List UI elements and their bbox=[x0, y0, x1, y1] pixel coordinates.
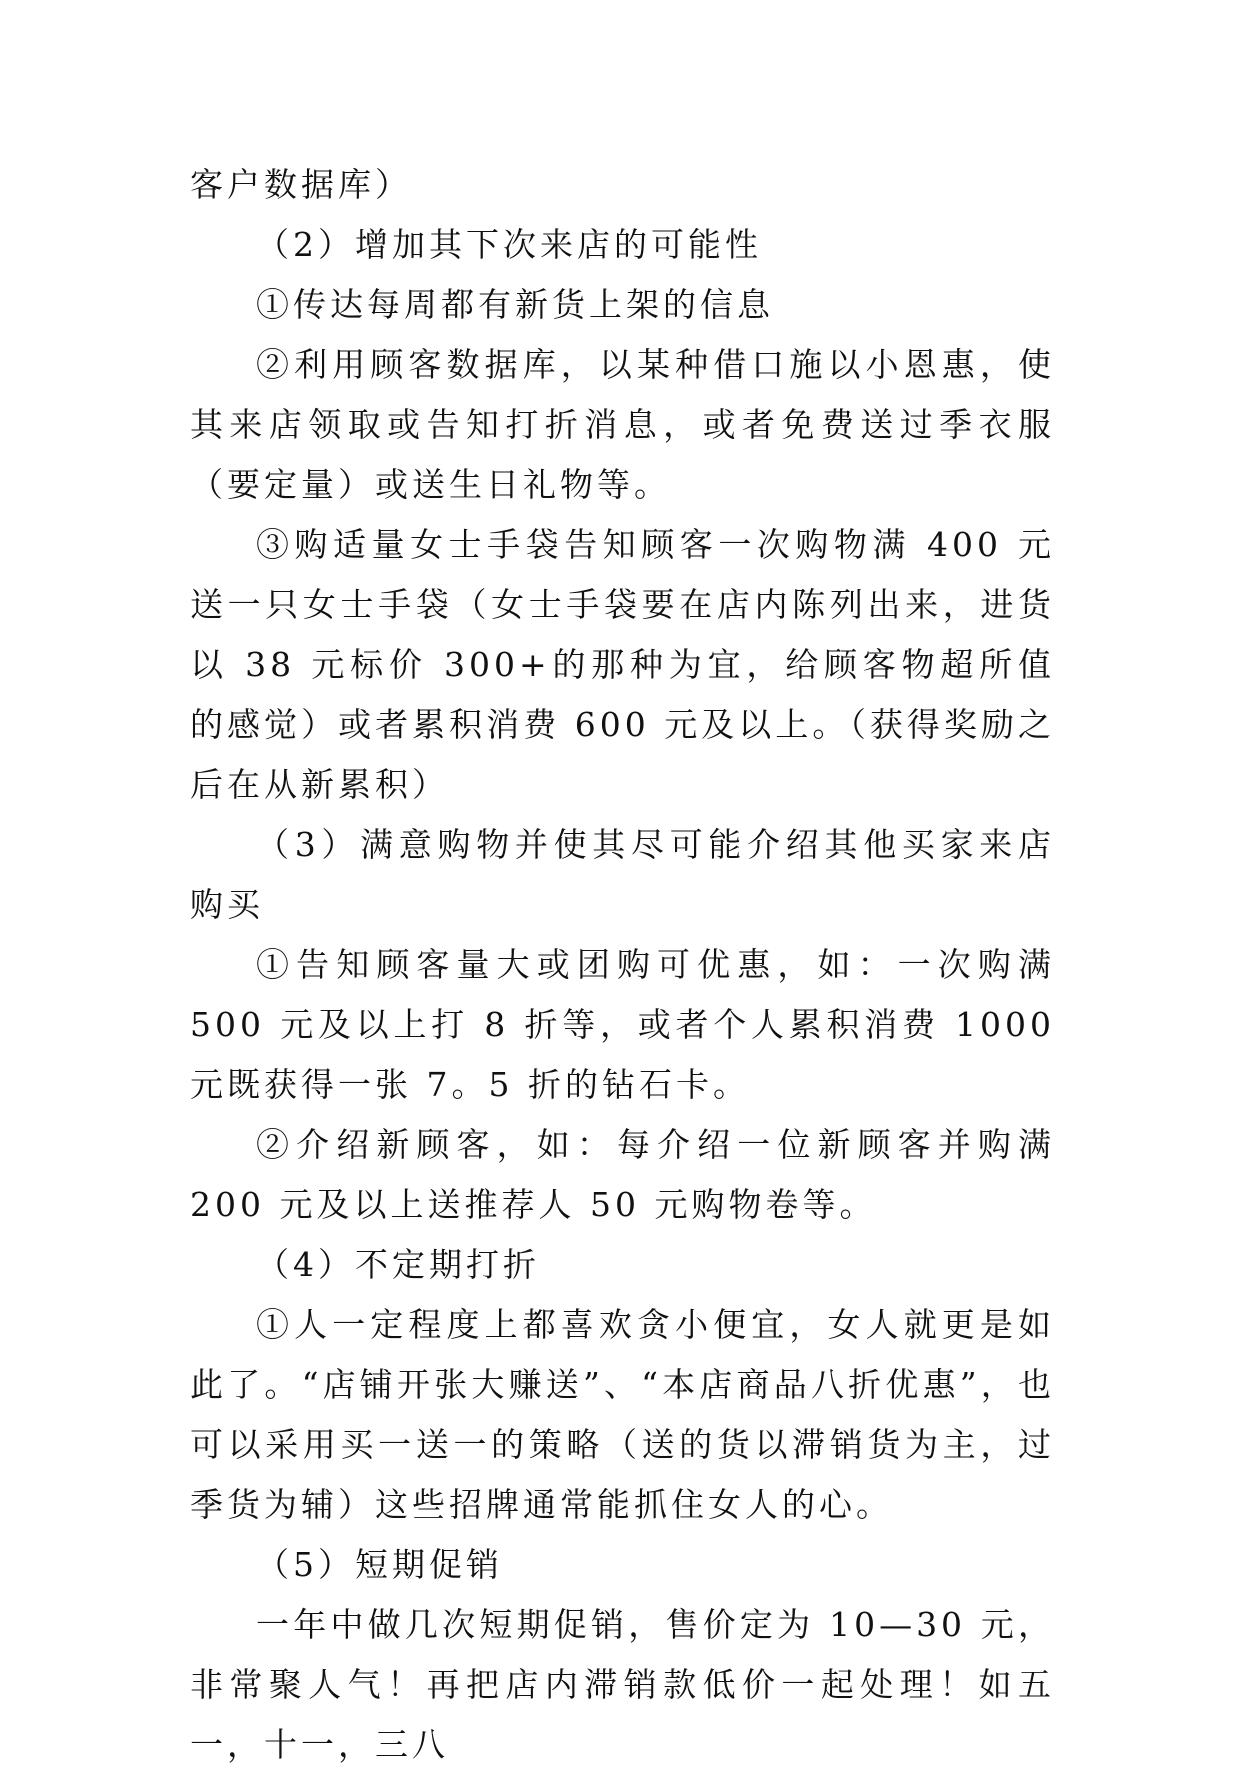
list-item: ①传达每周都有新货上架的信息 bbox=[256, 285, 774, 324]
section-heading: （5）短期促销 bbox=[256, 1545, 503, 1584]
list-item: ②利用顾客数据库，以某种借口施以小恩惠，使其来店领取或告知打折消息，或者免费送过季衣服（要定量）或送生日礼物等。 bbox=[190, 345, 1055, 504]
paragraph: 一年中做几次短期促销，售价定为 10—30 元，非常聚人气！再把店内滞销款低价一起处理！如五一，十一，三八 bbox=[190, 1605, 1055, 1764]
section-heading: （4）不定期打折 bbox=[256, 1245, 540, 1284]
body-text bbox=[190, 155, 1055, 1775]
list-item: ①人一定程度上都喜欢贪小便宜，女人就更是如此了。“店铺开张大赚送”、“本店商品八折优惠”，也可以采用买一送一的策略（送的货以滞销货为主，过季货为辅）这些招牌通常能抓住女人的心。 bbox=[190, 1305, 1055, 1524]
list-item: ①告知顾客量大或团购可优惠，如：一次购满 500 元及以上打 8 折等，或者个人累积消费 1000 元既获得一张 7。5 折的钻石卡。 bbox=[190, 945, 1055, 1104]
list-item: ③购适量女士手袋告知顾客一次购物满 400 元送一只女士手袋（女士手袋要在店内陈列出来，进货以 38 元标价 300+的那种为宜，给顾客物超所值的感觉）或者累积消费 600 元及以上。（获得奖励之后在从新累积） bbox=[190, 525, 1055, 804]
section-heading: （3）满意购物并使其尽可能介绍其他买家来店购买 bbox=[190, 825, 1055, 924]
list-item: ②介绍新顾客，如：每介绍一位新顾客并购满 200 元及以上送推荐人 50 元购物卷等。 bbox=[190, 1125, 1055, 1224]
section-heading: （2）增加其下次来店的可能性 bbox=[256, 225, 762, 264]
paragraph: 客户数据库） bbox=[190, 165, 412, 204]
